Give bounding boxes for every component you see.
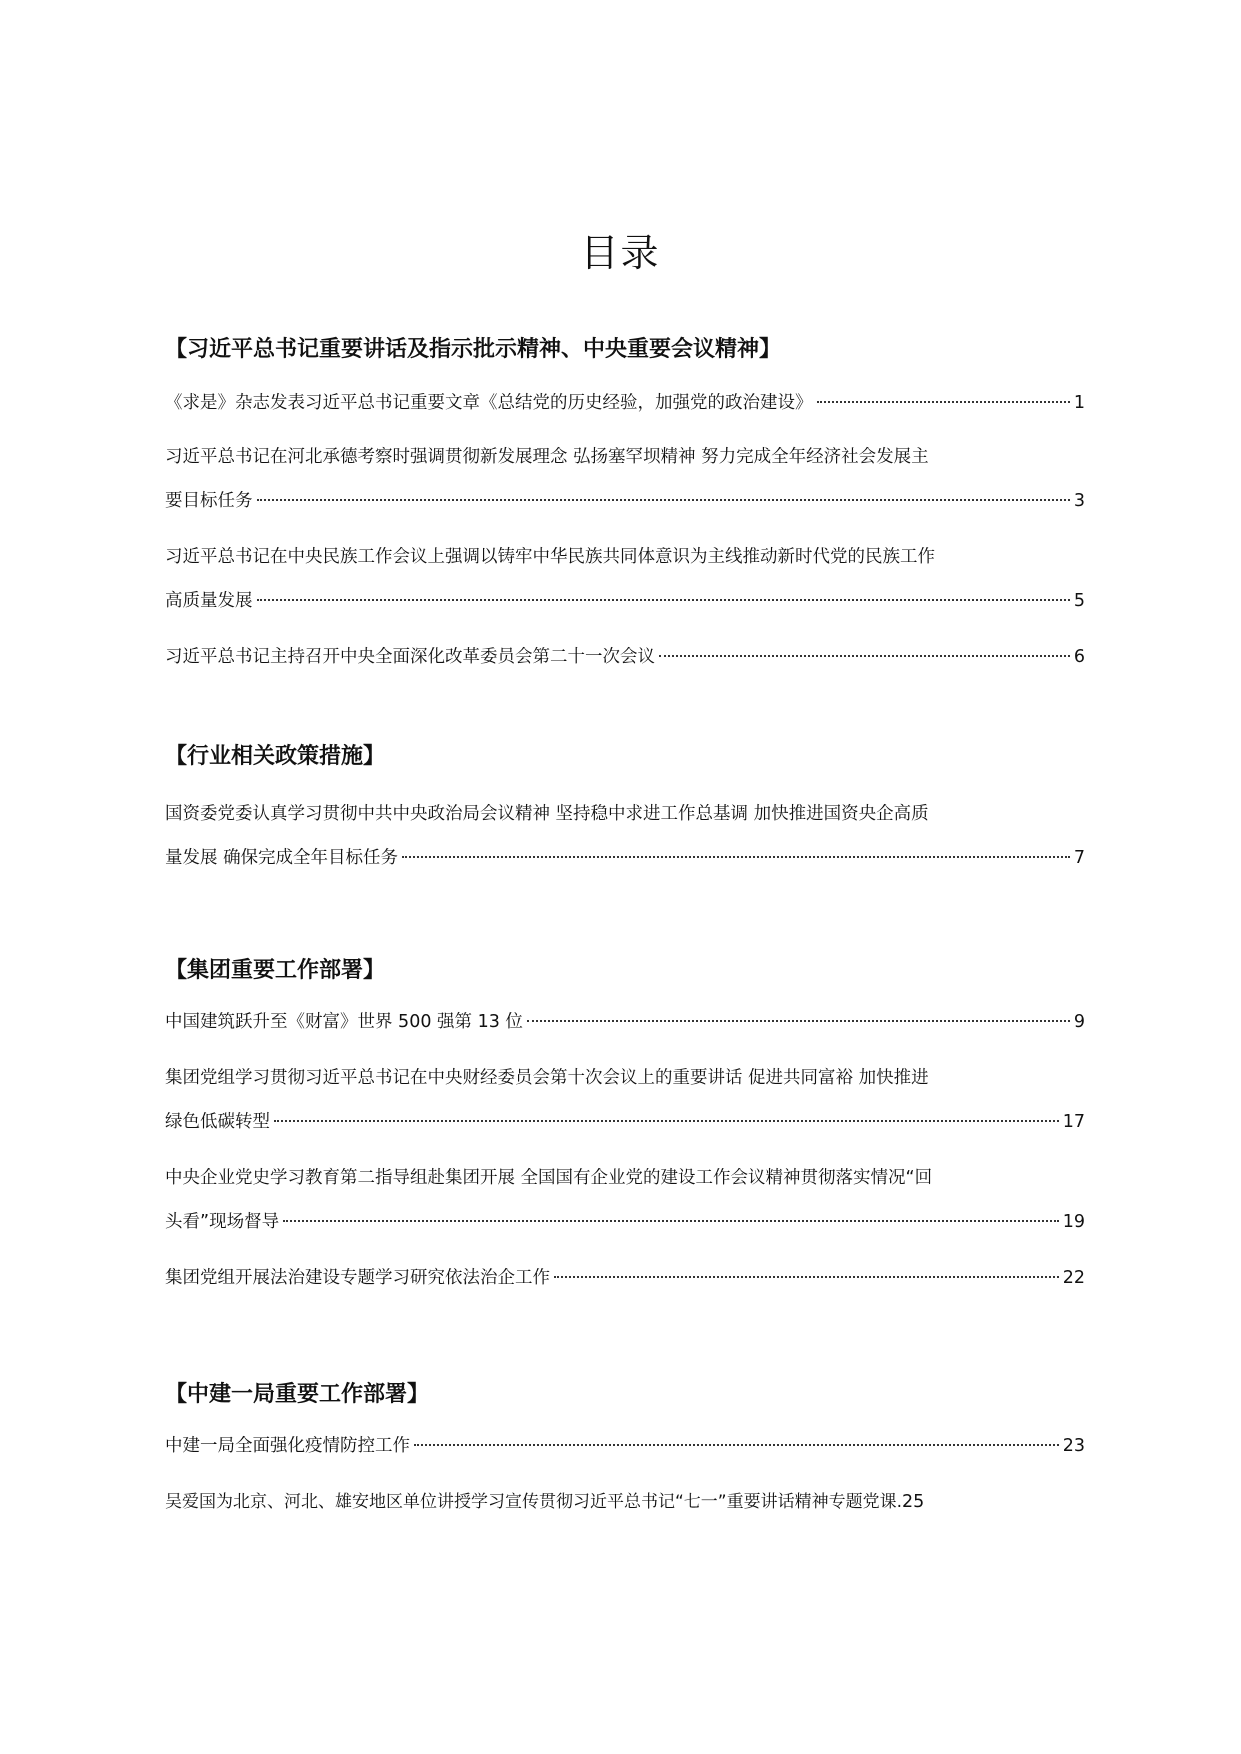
toc-entry-title-line2: 高质量发展 (165, 591, 253, 611)
dot-leader (274, 1120, 1059, 1122)
dot-leader (283, 1220, 1059, 1222)
toc-section (165, 1375, 1085, 1515)
toc-entry-title-line1: 习近平总书记在中央民族工作会议上强调以铸牢中华民族共同体意识为主线推动新时代党的民族工作 (165, 547, 935, 567)
toc-entry-title-line2: 头看”现场督导 (165, 1212, 280, 1232)
section-heading: 【中建一局重要工作部署】 (165, 1382, 430, 1407)
toc-entry[interactable] (165, 1265, 1085, 1291)
toc-entry-title: 集团党组开展法治建设专题学习研究依法治企工作 (165, 1268, 550, 1288)
dot-leader (257, 599, 1070, 601)
toc-entry[interactable] (165, 390, 1085, 416)
dot-leader (402, 856, 1070, 858)
toc-section (165, 737, 1085, 871)
toc-entry-title-line1: 习近平总书记在河北承德考察时强调贯彻新发展理念 弘扬塞罕坝精神 努力完成全年经济社会发展主 (165, 447, 929, 467)
toc-entry-title: 《求是》杂志发表习近平总书记重要文章《总结党的历史经验，加强党的政治建设》 (165, 393, 813, 413)
toc-entry[interactable] (165, 801, 1085, 871)
toc-entry-title: 中国建筑跃升至《财富》世界 500 强第 13 位 (165, 1012, 523, 1032)
toc-entry[interactable] (165, 1009, 1085, 1035)
toc-entry-title: 中建一局全面强化疫情防控工作 (165, 1436, 410, 1456)
page-number: 25 (902, 1492, 925, 1512)
section-heading: 【行业相关政策措施】 (165, 744, 386, 769)
dot-leader (659, 655, 1070, 657)
toc-entry[interactable] (165, 544, 1085, 614)
page-number: 3 (1073, 491, 1085, 511)
section-heading: 【习近平总书记重要讲话及指示批示精神、中央重要会议精神】 (165, 337, 782, 362)
section-heading: 【集团重要工作部署】 (165, 958, 386, 983)
toc-entry-title-line2: 绿色低碳转型 (165, 1112, 270, 1132)
toc-entry-title-line1: 国资委党委认真学习贯彻中共中央政治局会议精神 坚持稳中求进工作总基调 加快推进国资央企高质 (165, 804, 929, 824)
toc-entry-title: 吴爱国为北京、河北、雄安地区单位讲授学习宣传贯彻习近平总书记“七一”重要讲话精神专题党课. (165, 1492, 903, 1512)
page-title: 目录 (580, 231, 661, 275)
dot-leader (527, 1020, 1070, 1022)
page-number: 9 (1073, 1012, 1085, 1032)
toc-entry-title-line1: 集团党组学习贯彻习近平总书记在中央财经委员会第十次会议上的重要讲话 促进共同富裕 加快推进 (165, 1068, 929, 1088)
dot-leader (554, 1276, 1059, 1278)
toc-entry[interactable] (165, 1433, 1085, 1459)
toc-entry[interactable] (165, 1489, 1085, 1515)
toc-entry-title-line2: 量发展 确保完成全年目标任务 (165, 848, 399, 868)
toc-entry-title-line2: 要目标任务 (165, 491, 253, 511)
toc-section (165, 330, 1085, 670)
page-number: 6 (1073, 647, 1085, 667)
dot-leader (257, 499, 1070, 501)
toc-entry[interactable] (165, 444, 1085, 514)
page-number: 17 (1062, 1112, 1085, 1132)
dot-leader (414, 1444, 1059, 1446)
toc-section (165, 951, 1085, 1291)
page-number: 19 (1062, 1212, 1085, 1232)
page-number: 1 (1073, 393, 1085, 413)
toc-entry[interactable] (165, 644, 1085, 670)
page-number: 7 (1073, 848, 1085, 868)
dot-leader (817, 401, 1070, 403)
toc-entry-title-line1: 中央企业党史学习教育第二指导组赴集团开展 全国国有企业党的建设工作会议精神贯彻落实情况“回 (165, 1168, 933, 1188)
toc-entry[interactable] (165, 1165, 1085, 1235)
page-number: 22 (1062, 1268, 1085, 1288)
toc-entry-title: 习近平总书记主持召开中央全面深化改革委员会第二十一次会议 (165, 647, 655, 667)
toc-entry[interactable] (165, 1065, 1085, 1135)
page-number: 23 (1062, 1436, 1085, 1456)
page-number: 5 (1073, 591, 1085, 611)
